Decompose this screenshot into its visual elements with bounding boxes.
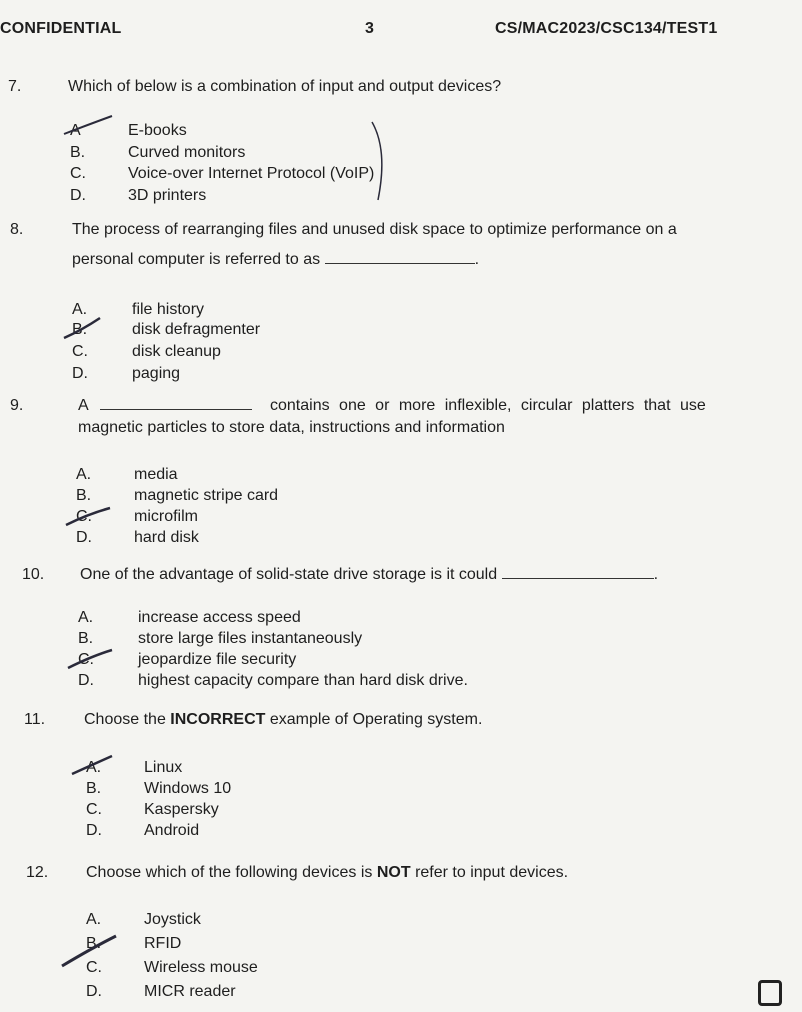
question-number: 8. xyxy=(10,221,24,238)
option-text: Kaspersky xyxy=(144,801,219,818)
option-11b[interactable] xyxy=(86,779,486,799)
option-text: microfilm xyxy=(134,508,198,525)
question-text-before-blank: A xyxy=(78,397,88,414)
option-text: highest capacity compare than hard disk drive. xyxy=(138,672,468,689)
answer-blank xyxy=(100,395,252,410)
option-letter: B. xyxy=(76,487,92,504)
answer-blank xyxy=(502,564,654,579)
question-text-lead: Choose which of the following devices is xyxy=(86,864,373,881)
option-letter: D. xyxy=(70,187,86,204)
option-letter: C. xyxy=(72,343,88,360)
question-text-tail: refer to input devices. xyxy=(415,864,569,881)
page-corner-icon xyxy=(758,980,782,1006)
question-text-emphasis: INCORRECT xyxy=(170,711,266,728)
option-8a[interactable] xyxy=(72,300,472,320)
option-text: disk cleanup xyxy=(132,343,221,360)
option-text: file history xyxy=(132,301,205,318)
option-10b[interactable] xyxy=(78,629,558,649)
option-text: E-books xyxy=(128,122,187,139)
option-text: MICR reader xyxy=(144,983,236,1000)
question-text-after-blank: . xyxy=(474,251,480,268)
option-11c[interactable] xyxy=(86,800,486,820)
option-8d[interactable] xyxy=(72,364,472,384)
option-8c[interactable] xyxy=(72,342,472,362)
option-text: media xyxy=(134,466,178,483)
option-letter: B. xyxy=(86,935,102,952)
question-text-tail: example of Operating system. xyxy=(269,711,483,728)
option-letter: D. xyxy=(78,672,94,689)
option-text: RFID xyxy=(144,935,182,952)
option-letter: D. xyxy=(72,365,88,382)
question-text-line2 xyxy=(72,249,479,271)
question-text-before-blank: personal computer is referred to as xyxy=(72,251,321,268)
question-text-before-blank: One of the advantage of solid-state drive storage is it could xyxy=(80,566,498,583)
option-10d[interactable] xyxy=(78,671,558,691)
question-text-emphasis: NOT xyxy=(376,864,411,881)
option-text: Windows 10 xyxy=(144,780,232,797)
page-number: 3 xyxy=(365,20,375,37)
option-letter: B. xyxy=(86,780,102,797)
question-11 xyxy=(0,709,802,733)
option-9a[interactable] xyxy=(76,465,476,485)
option-7a[interactable] xyxy=(70,121,470,141)
question-number: 12. xyxy=(26,864,49,881)
option-letter: A. xyxy=(78,609,94,626)
question-text xyxy=(84,709,482,731)
header-course-code: CS/MAC2023/CSC134/TEST1 xyxy=(495,20,718,37)
option-letter: B. xyxy=(78,630,94,647)
option-text: increase access speed xyxy=(138,609,301,626)
option-letter: B. xyxy=(70,144,86,161)
option-9d[interactable] xyxy=(76,528,476,548)
option-text: Curved monitors xyxy=(128,144,246,161)
option-letter: D. xyxy=(76,529,92,546)
option-text: disk defragmenter xyxy=(132,321,261,338)
option-letter: C. xyxy=(86,959,102,976)
option-letter: A. xyxy=(76,466,92,483)
option-text: Joystick xyxy=(144,911,201,928)
option-12a[interactable] xyxy=(86,910,486,930)
option-letter: A. xyxy=(86,911,102,928)
question-number: 10. xyxy=(22,566,45,583)
question-number: 11. xyxy=(24,711,46,728)
option-11a[interactable] xyxy=(86,758,486,778)
answer-blank xyxy=(325,249,475,264)
option-10c[interactable] xyxy=(78,650,558,670)
option-letter: C. xyxy=(70,165,86,182)
question-text xyxy=(86,862,568,884)
option-9c[interactable] xyxy=(76,507,476,527)
option-text: Android xyxy=(144,822,200,839)
option-12c[interactable] xyxy=(86,958,486,978)
option-9b[interactable] xyxy=(76,486,476,506)
option-text: jeopardize file security xyxy=(138,651,297,668)
option-letter: A xyxy=(70,122,81,139)
question-text: Which of below is a combination of input and output devices? xyxy=(68,78,502,95)
option-letter: B. xyxy=(72,321,88,338)
question-text xyxy=(80,564,658,586)
question-12 xyxy=(0,862,802,886)
option-text: paging xyxy=(132,365,181,382)
option-letter: C. xyxy=(86,801,102,818)
option-11d[interactable] xyxy=(86,821,486,841)
option-12b[interactable] xyxy=(86,934,486,954)
question-text-line2: magnetic particles to store data, instructions and information xyxy=(78,419,505,436)
question-text-lead: Choose the xyxy=(84,711,166,728)
option-text: 3D printers xyxy=(128,187,207,204)
option-10a[interactable] xyxy=(78,608,558,628)
option-letter: D. xyxy=(86,983,102,1000)
option-letter: C. xyxy=(76,508,92,525)
option-letter: A. xyxy=(72,301,88,318)
option-7c[interactable] xyxy=(70,164,470,184)
question-number: 9. xyxy=(10,397,24,414)
question-text-after-blank: contains one or more inflexible, circular platters that use xyxy=(270,397,706,414)
question-text-after-blank: . xyxy=(653,566,659,583)
option-text: Linux xyxy=(144,759,183,776)
option-text: Wireless mouse xyxy=(144,959,258,976)
option-text: hard disk xyxy=(134,529,199,546)
question-text-line1: The process of rearranging files and unused disk space to optimize performance on a xyxy=(72,221,677,238)
question-8 xyxy=(0,219,802,269)
option-text: store large files instantaneously xyxy=(138,630,363,647)
option-8b[interactable] xyxy=(72,320,472,340)
question-9 xyxy=(0,395,802,445)
option-12d[interactable] xyxy=(86,982,486,1002)
option-letter: A. xyxy=(86,759,102,776)
question-number: 7. xyxy=(8,78,22,95)
option-text: magnetic stripe card xyxy=(134,487,279,504)
option-7b[interactable] xyxy=(70,143,470,163)
header-confidential: CONFIDENTIAL xyxy=(0,20,122,37)
question-10 xyxy=(0,564,802,588)
option-text: Voice-over Internet Protocol (VoIP) xyxy=(128,165,375,182)
option-letter: C. xyxy=(78,651,94,668)
question-text-line1 xyxy=(78,395,252,417)
option-7d[interactable] xyxy=(70,186,470,206)
option-letter: D. xyxy=(86,822,102,839)
